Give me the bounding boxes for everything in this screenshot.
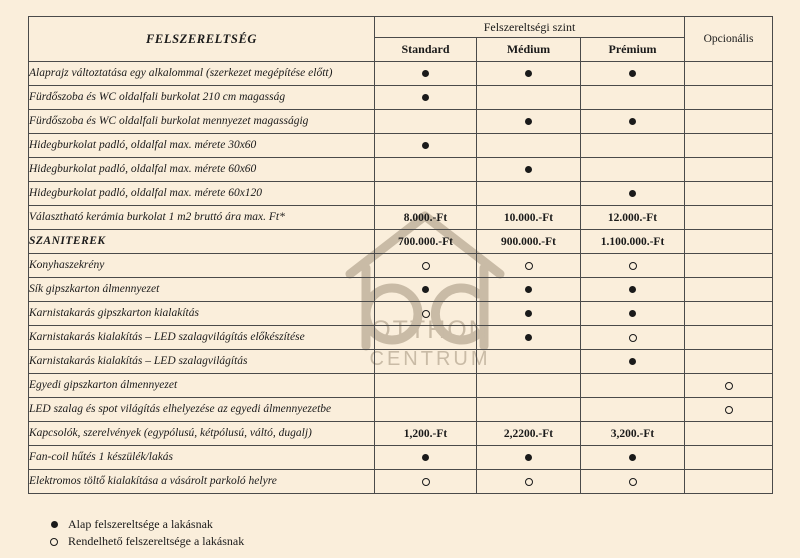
- row-feature-label: Fürdőszoba és WC oldalfali burkolat 210 cm magasság: [29, 86, 375, 110]
- included-dot-icon: [477, 158, 581, 182]
- included-dot-icon: [581, 182, 685, 206]
- table-row: [29, 326, 773, 350]
- row-feature-label: Választható kerámia burkolat 1 m2 bruttó ára max. Ft*: [29, 206, 375, 230]
- header-levels-group: Felszereltségi szint: [375, 17, 685, 38]
- legend-label: Alap felszereltsége a lakásnak: [68, 517, 213, 531]
- price-cell: [581, 230, 685, 254]
- watermark-line1: OTTHON: [371, 316, 489, 344]
- included-dot-icon: [581, 446, 685, 470]
- empty-cell: [477, 134, 581, 158]
- price-value: 12.000.-Ft: [607, 211, 658, 224]
- price-value: 1.100.000.-Ft: [600, 235, 665, 248]
- included-dot-icon: [581, 278, 685, 302]
- included-dot-icon: [375, 134, 477, 158]
- row-feature-label: Karnistakarás kialakítás – LED szalagvilágítás: [29, 350, 375, 374]
- optional-circle-icon: [477, 470, 581, 494]
- empty-cell: [375, 182, 477, 206]
- price-cell: [375, 230, 477, 254]
- price-cell: [375, 422, 477, 446]
- row-feature-label: Elektromos töltő kialakítása a vásárolt parkoló helyre: [29, 470, 375, 494]
- row-feature-label: Sík gipszkarton álmennyezet: [29, 278, 375, 302]
- empty-cell: [375, 326, 477, 350]
- price-value: 2,2200.-Ft: [503, 427, 554, 440]
- empty-cell: [685, 302, 773, 326]
- empty-cell: [685, 470, 773, 494]
- header-standard: Standard: [375, 38, 477, 62]
- row-feature-label: SZANITEREK: [29, 230, 375, 254]
- document-page: [0, 16, 800, 558]
- empty-cell: [685, 422, 773, 446]
- empty-cell: [685, 278, 773, 302]
- header-feature: FELSZERELTSÉG: [29, 17, 375, 62]
- row-feature-label: Konyhaszekrény: [29, 254, 375, 278]
- included-dot-icon: [375, 278, 477, 302]
- empty-cell: [581, 158, 685, 182]
- included-dot-icon: [581, 350, 685, 374]
- empty-cell: [685, 350, 773, 374]
- empty-cell: [685, 230, 773, 254]
- table-row: [29, 350, 773, 374]
- row-feature-label: Karnistakarás kialakítás – LED szalagvilágítás előkészítése: [29, 326, 375, 350]
- included-dot-icon: [375, 62, 477, 86]
- optional-circle-icon: [375, 302, 477, 326]
- optional-circle-icon: [685, 398, 773, 422]
- header-medium: Médium: [477, 38, 581, 62]
- price-value: 10.000.-Ft: [503, 211, 554, 224]
- empty-cell: [375, 374, 477, 398]
- header-optional: Opcionális: [685, 17, 773, 62]
- header-premium: Prémium: [581, 38, 685, 62]
- row-feature-label: Hidegburkolat padló, oldalfal max. mérete 60x120: [29, 182, 375, 206]
- empty-cell: [685, 254, 773, 278]
- row-feature-label: Egyedi gipszkarton álmennyezet: [29, 374, 375, 398]
- price-cell: [581, 206, 685, 230]
- included-dot-icon: [46, 521, 62, 528]
- included-dot-icon: [581, 62, 685, 86]
- table-row: [29, 446, 773, 470]
- table-row: [29, 158, 773, 182]
- table-row: [29, 62, 773, 86]
- price-value: 3,200.-Ft: [610, 427, 655, 440]
- row-feature-label: Alaprajz változtatása egy alkalommal (szerkezet megépítése előtt): [29, 62, 375, 86]
- empty-cell: [375, 110, 477, 134]
- price-value: 700.000.-Ft: [398, 235, 453, 248]
- empty-cell: [685, 446, 773, 470]
- row-feature-label: Hidegburkolat padló, oldalfal max. mérete 60x60: [29, 158, 375, 182]
- optional-circle-icon: [477, 254, 581, 278]
- table-row: [29, 86, 773, 110]
- table-row: [29, 110, 773, 134]
- table-row: [29, 422, 773, 446]
- price-cell: [581, 422, 685, 446]
- empty-cell: [581, 86, 685, 110]
- table-header: [29, 17, 773, 62]
- table-row: [29, 302, 773, 326]
- empty-cell: [375, 158, 477, 182]
- legend-label: Rendelhető felszereltsége a lakásnak: [68, 534, 245, 548]
- price-cell: [477, 422, 581, 446]
- table-row: [29, 134, 773, 158]
- row-feature-label: LED szalag és spot világítás elhelyezése az egyedi álmennyezetbe: [29, 398, 375, 422]
- price-value: 1,200.-Ft: [403, 427, 448, 440]
- optional-circle-icon: [375, 470, 477, 494]
- table-row: [29, 374, 773, 398]
- empty-cell: [685, 182, 773, 206]
- empty-cell: [685, 62, 773, 86]
- table-header-row-1: [29, 17, 773, 38]
- empty-cell: [477, 182, 581, 206]
- row-feature-label: Fürdőszoba és WC oldalfali burkolat mennyezet magasságig: [29, 110, 375, 134]
- table-row: [29, 254, 773, 278]
- table-row: [29, 182, 773, 206]
- table-row: [29, 398, 773, 422]
- table-row: [29, 230, 773, 254]
- price-cell: [477, 230, 581, 254]
- empty-cell: [581, 134, 685, 158]
- empty-cell: [581, 398, 685, 422]
- empty-cell: [477, 86, 581, 110]
- price-cell: [477, 206, 581, 230]
- row-feature-label: Fan-coil hűtés 1 készülék/lakás: [29, 446, 375, 470]
- included-dot-icon: [581, 110, 685, 134]
- empty-cell: [477, 350, 581, 374]
- price-cell: [375, 206, 477, 230]
- empty-cell: [477, 398, 581, 422]
- empty-cell: [685, 110, 773, 134]
- equipment-table: [28, 16, 773, 494]
- empty-cell: [375, 350, 477, 374]
- empty-cell: [685, 158, 773, 182]
- included-dot-icon: [477, 302, 581, 326]
- legend-item: [46, 516, 800, 533]
- empty-cell: [685, 206, 773, 230]
- empty-cell: [477, 374, 581, 398]
- optional-circle-icon: [375, 254, 477, 278]
- row-feature-label: Hidegburkolat padló, oldalfal max. mérete 30x60: [29, 134, 375, 158]
- empty-cell: [685, 86, 773, 110]
- table-row: [29, 206, 773, 230]
- table-row: [29, 470, 773, 494]
- table-body: [29, 62, 773, 494]
- included-dot-icon: [477, 110, 581, 134]
- included-dot-icon: [477, 62, 581, 86]
- price-value: 8.000.-Ft: [403, 211, 448, 224]
- optional-circle-icon: [581, 254, 685, 278]
- row-feature-label: Kapcsolók, szerelvények (egypólusú, kétpólusú, váltó, dugalj): [29, 422, 375, 446]
- row-feature-label: Karnistakarás gipszkarton kialakítás: [29, 302, 375, 326]
- included-dot-icon: [477, 326, 581, 350]
- watermark-line2: CENTRUM: [369, 348, 491, 370]
- empty-cell: [685, 134, 773, 158]
- price-value: 900.000.-Ft: [501, 235, 556, 248]
- included-dot-icon: [477, 446, 581, 470]
- included-dot-icon: [581, 302, 685, 326]
- optional-circle-icon: [581, 326, 685, 350]
- included-dot-icon: [477, 278, 581, 302]
- optional-circle-icon: [685, 374, 773, 398]
- included-dot-icon: [375, 86, 477, 110]
- included-dot-icon: [375, 446, 477, 470]
- table-row: [29, 278, 773, 302]
- legend: [46, 516, 800, 550]
- empty-cell: [375, 398, 477, 422]
- optional-circle-icon: [581, 470, 685, 494]
- empty-cell: [581, 374, 685, 398]
- empty-cell: [685, 326, 773, 350]
